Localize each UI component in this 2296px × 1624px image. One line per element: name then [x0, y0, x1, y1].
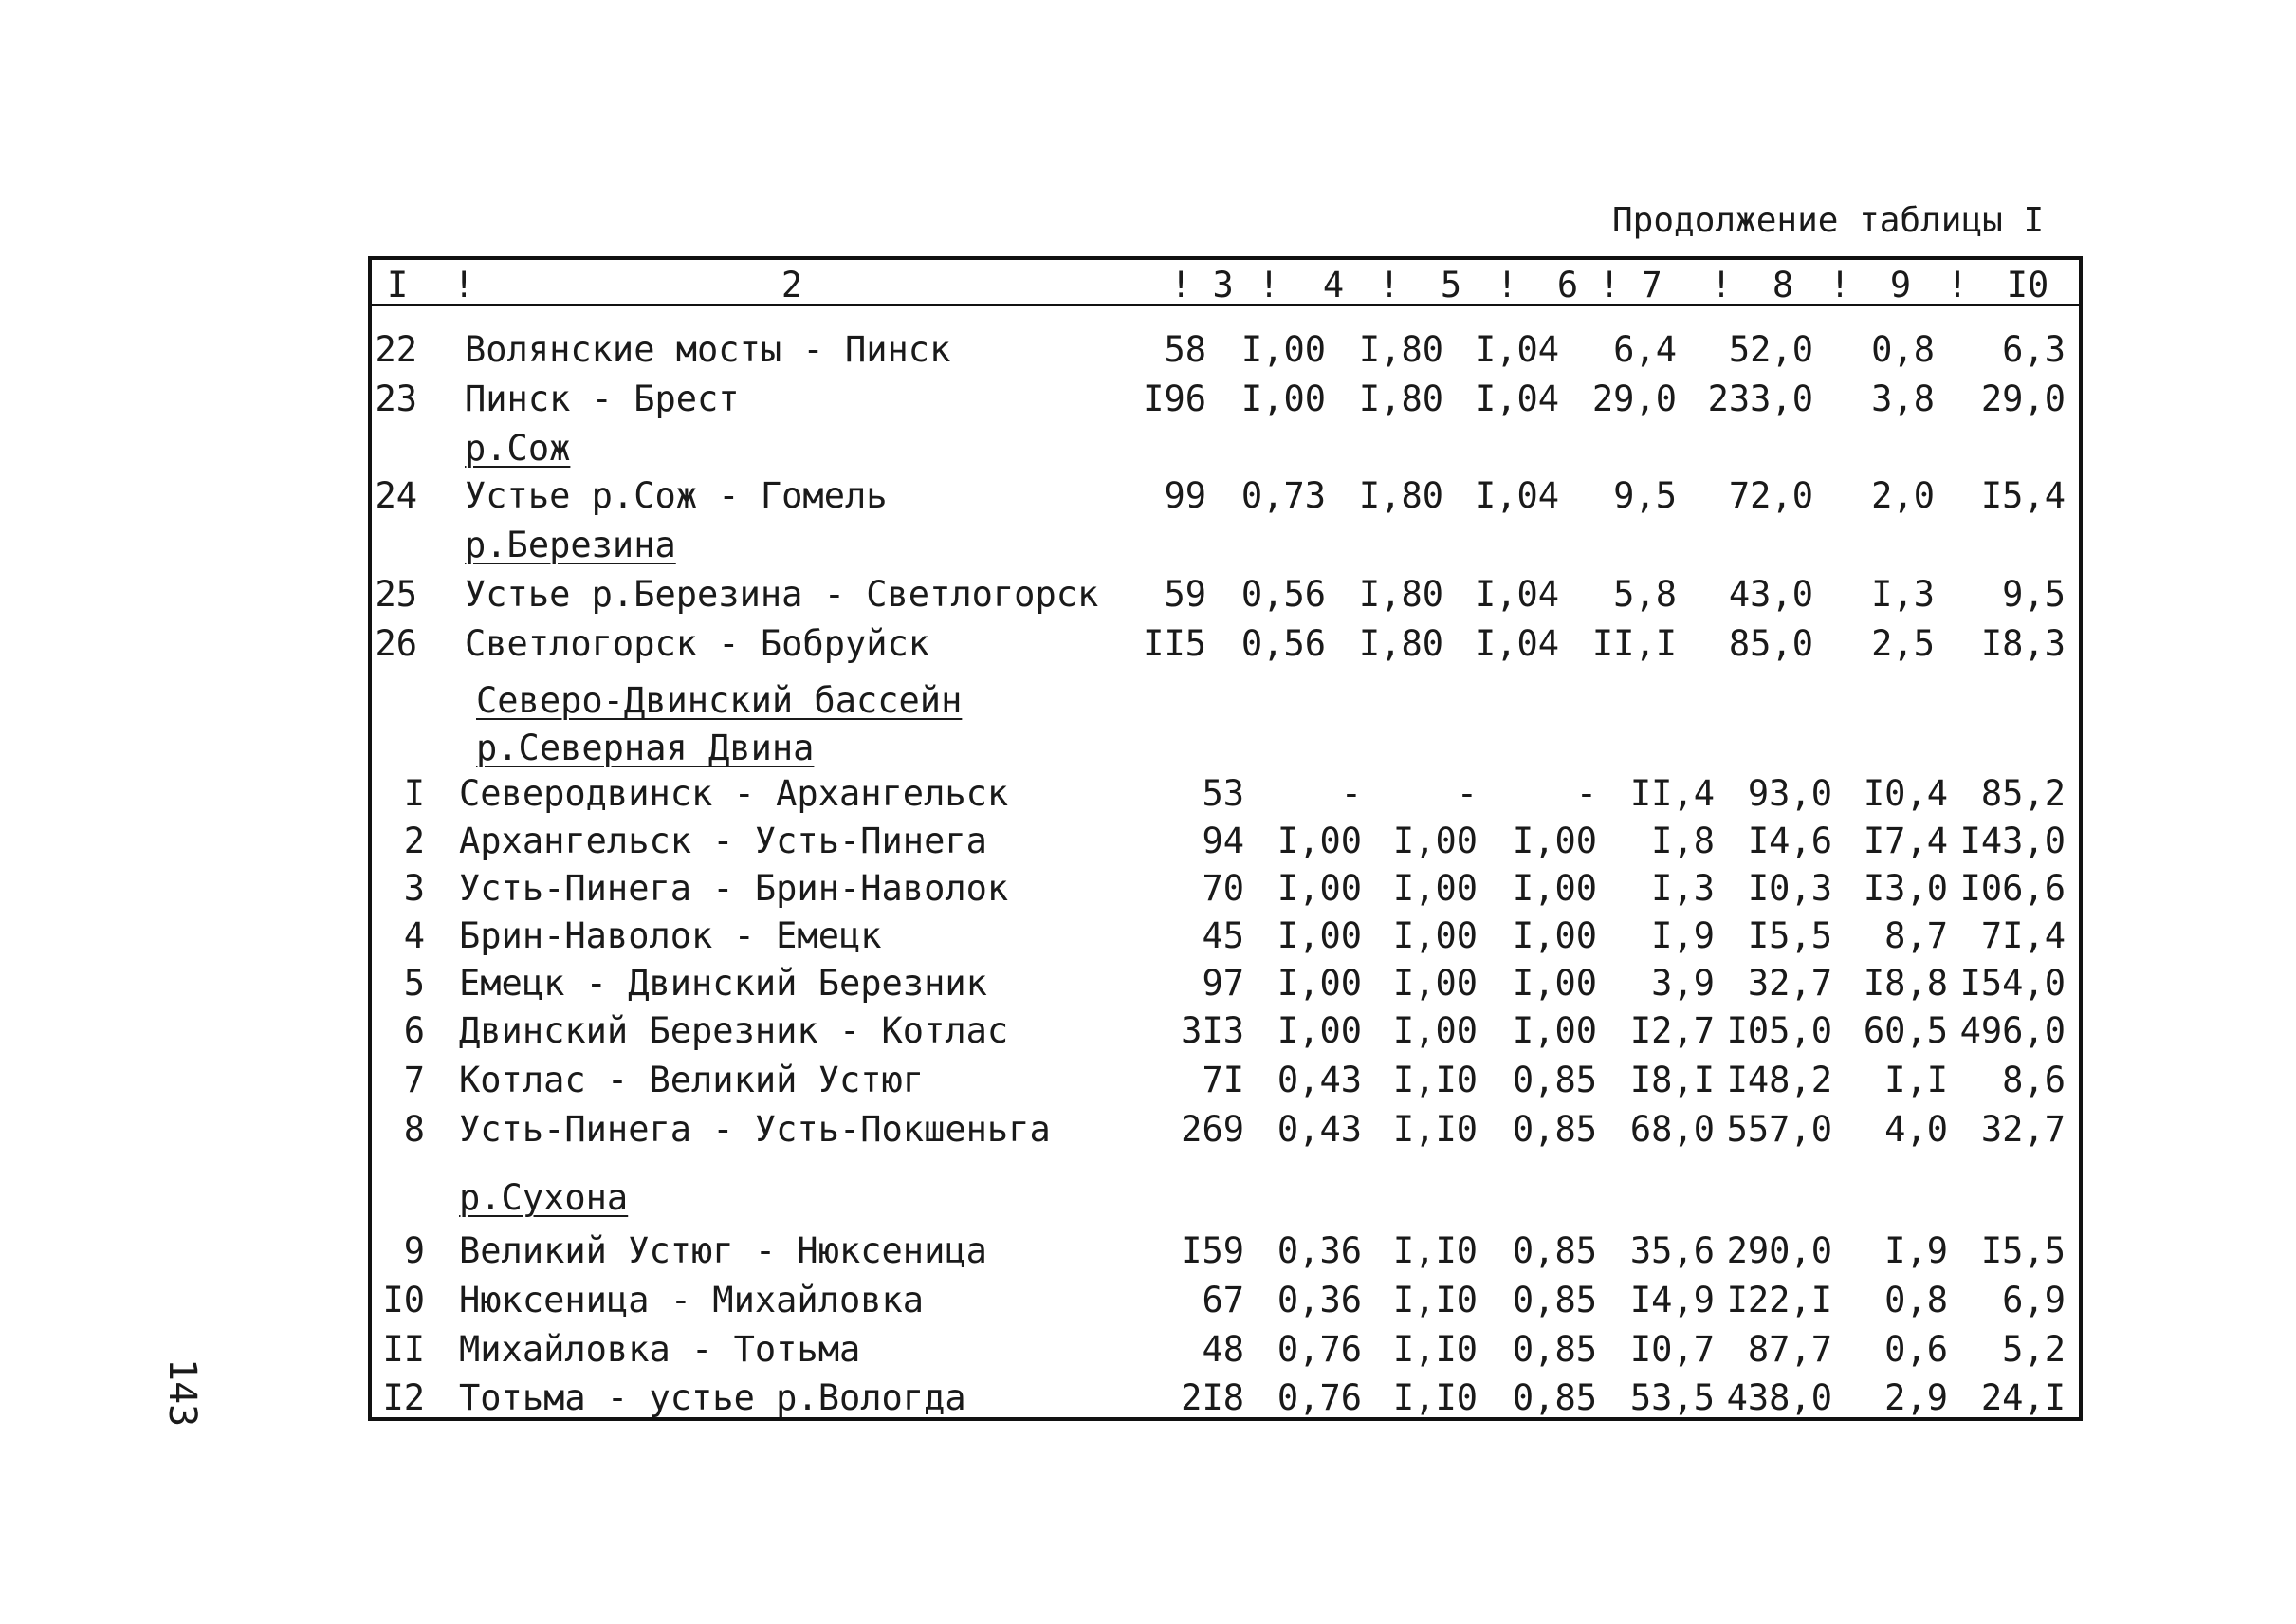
value-cell-8: I4,6: [1747, 821, 1832, 861]
value-cell-3: 58: [1164, 329, 1206, 370]
value-cell-5: I,I0: [1392, 1280, 1478, 1320]
value-cell-5: I,00: [1392, 868, 1478, 909]
value-cell-4: 0,76: [1277, 1377, 1362, 1418]
value-cell-4: I,00: [1240, 329, 1326, 370]
value-cell-8: 557,0: [1726, 1109, 1832, 1150]
value-cell-4: I,00: [1277, 821, 1362, 861]
value-cell-5: I,80: [1358, 475, 1443, 516]
value-cell-4: I,00: [1277, 915, 1362, 956]
value-cell-9: I3,0: [1863, 868, 1948, 909]
value-cell-4: -: [1340, 773, 1362, 814]
value-cell-3: 67: [1202, 1280, 1244, 1320]
value-cell-6: I,00: [1512, 1010, 1597, 1051]
value-cell-10: I5,5: [1980, 1230, 2066, 1271]
route-name: Устье р.Сож - Гомель: [465, 475, 888, 516]
value-cell-10: 6,9: [2002, 1280, 2066, 1320]
value-cell-7: I,8: [1651, 821, 1715, 861]
value-cell-8: 72,0: [1728, 475, 1813, 516]
row-number: 3: [403, 868, 425, 909]
value-cell-7: II,4: [1629, 773, 1715, 814]
header-cell: 4: [1322, 265, 1345, 305]
row-number: 4: [403, 915, 425, 956]
value-cell-8: 52,0: [1728, 329, 1813, 370]
value-cell-4: 0,43: [1277, 1109, 1362, 1150]
value-cell-9: 2,0: [1871, 475, 1935, 516]
value-cell-3: 269: [1181, 1109, 1244, 1150]
header-separator: !: [1496, 265, 1518, 305]
value-cell-7: II,I: [1591, 623, 1677, 664]
value-cell-7: 6,4: [1613, 329, 1677, 370]
value-cell-9: I,3: [1871, 574, 1935, 615]
value-cell-7: 68,0: [1629, 1109, 1715, 1150]
value-cell-10: 5,2: [2002, 1329, 2066, 1370]
value-cell-7: 35,6: [1629, 1230, 1715, 1271]
route-name: Котлас - Великий Устюг: [459, 1060, 925, 1100]
value-cell-10: 85,2: [1980, 773, 2066, 814]
row-number: 8: [403, 1109, 425, 1150]
row-number: 23: [375, 378, 417, 419]
value-cell-3: 45: [1202, 915, 1244, 956]
value-cell-4: I,00: [1277, 1010, 1362, 1051]
value-cell-4: I,00: [1277, 868, 1362, 909]
header-separator: !: [1710, 265, 1733, 305]
header-separator: !: [1258, 265, 1280, 305]
value-cell-4: 0,76: [1277, 1329, 1362, 1370]
value-cell-6: I,04: [1474, 475, 1559, 516]
value-cell-10: 29,0: [1980, 378, 2066, 419]
value-cell-3: 53: [1202, 773, 1244, 814]
value-cell-7: I4,9: [1629, 1280, 1715, 1320]
route-name: Великий Устюг - Нюксеница: [459, 1230, 987, 1271]
value-cell-6: I,04: [1474, 329, 1559, 370]
value-cell-7: 3,9: [1651, 963, 1715, 1004]
value-cell-6: 0,85: [1512, 1280, 1597, 1320]
value-cell-8: 93,0: [1747, 773, 1832, 814]
value-cell-9: 0,8: [1884, 1280, 1948, 1320]
value-cell-3: I96: [1143, 378, 1206, 419]
value-cell-10: 6,3: [2002, 329, 2066, 370]
row-number: I0: [382, 1280, 425, 1320]
value-cell-4: 0,36: [1277, 1280, 1362, 1320]
value-cell-10: 8,6: [2002, 1060, 2066, 1100]
route-name: Усть-Пинега - Брин-Наволок: [459, 868, 1009, 909]
header-cell: 5: [1440, 265, 1462, 305]
section-heading: р.Северная Двина: [476, 728, 815, 768]
value-cell-6: 0,85: [1512, 1060, 1597, 1100]
value-cell-6: I,00: [1512, 963, 1597, 1004]
value-cell-9: I8,8: [1863, 963, 1948, 1004]
value-cell-8: I48,2: [1726, 1060, 1832, 1100]
value-cell-10: 496,0: [1959, 1010, 2066, 1051]
value-cell-7: 9,5: [1613, 475, 1677, 516]
value-cell-6: I,00: [1512, 868, 1597, 909]
value-cell-3: 99: [1164, 475, 1206, 516]
value-cell-8: 438,0: [1726, 1377, 1832, 1418]
route-name: Двинский Березник - Котлас: [459, 1010, 1009, 1051]
value-cell-3: I59: [1181, 1230, 1244, 1271]
header-cell: 6: [1556, 265, 1579, 305]
value-cell-3: 97: [1202, 963, 1244, 1004]
value-cell-5: I,80: [1358, 329, 1443, 370]
value-cell-6: 0,85: [1512, 1329, 1597, 1370]
value-cell-6: 0,85: [1512, 1377, 1597, 1418]
value-cell-3: 59: [1164, 574, 1206, 615]
value-cell-5: I,00: [1392, 821, 1478, 861]
value-cell-9: 0,8: [1871, 329, 1935, 370]
route-name: Емецк - Двинский Березник: [459, 963, 987, 1004]
value-cell-3: 2I8: [1181, 1377, 1244, 1418]
value-cell-5: -: [1456, 773, 1478, 814]
value-cell-5: I,00: [1392, 1010, 1478, 1051]
value-cell-10: 32,7: [1980, 1109, 2066, 1150]
value-cell-8: I22,I: [1726, 1280, 1832, 1320]
row-number: 5: [403, 963, 425, 1004]
value-cell-3: 7I: [1202, 1060, 1244, 1100]
header-separator: !: [453, 265, 475, 305]
value-cell-6: 0,85: [1512, 1230, 1597, 1271]
value-cell-10: 9,5: [2002, 574, 2066, 615]
value-cell-6: I,04: [1474, 378, 1559, 419]
value-cell-7: 53,5: [1629, 1377, 1715, 1418]
value-cell-4: 0,36: [1277, 1230, 1362, 1271]
row-number: 6: [403, 1010, 425, 1051]
row-number: II: [382, 1329, 425, 1370]
value-cell-7: 5,8: [1613, 574, 1677, 615]
route-name: Пинск - Брест: [465, 378, 740, 419]
row-number: 25: [375, 574, 417, 615]
page-number: 143: [160, 1358, 204, 1428]
value-cell-8: 32,7: [1747, 963, 1832, 1004]
value-cell-5: I,I0: [1392, 1230, 1478, 1271]
route-name: Тотьма - устье р.Вологда: [459, 1377, 966, 1418]
value-cell-3: 3I3: [1181, 1010, 1244, 1051]
value-cell-8: 85,0: [1728, 623, 1813, 664]
route-name: Светлогорск - Бобруйск: [465, 623, 930, 664]
value-cell-6: I,00: [1512, 915, 1597, 956]
value-cell-3: II5: [1143, 623, 1206, 664]
value-cell-4: I,00: [1240, 378, 1326, 419]
row-number: 26: [375, 623, 417, 664]
row-number: 7: [403, 1060, 425, 1100]
route-name: Волянские мосты - Пинск: [465, 329, 951, 370]
value-cell-4: 0,56: [1240, 623, 1326, 664]
route-name: Усть-Пинега - Усть-Покшеньга: [459, 1109, 1051, 1150]
value-cell-8: 43,0: [1728, 574, 1813, 615]
value-cell-9: I0,4: [1863, 773, 1948, 814]
value-cell-9: 2,9: [1884, 1377, 1948, 1418]
value-cell-5: I,I0: [1392, 1329, 1478, 1370]
value-cell-7: I2,7: [1629, 1010, 1715, 1051]
header-cell: 2: [781, 265, 803, 305]
value-cell-5: I,I0: [1392, 1377, 1478, 1418]
value-cell-3: 94: [1202, 821, 1244, 861]
header-cell: 8: [1772, 265, 1794, 305]
value-cell-10: I54,0: [1959, 963, 2066, 1004]
row-number: 2: [403, 821, 425, 861]
value-cell-6: I,00: [1512, 821, 1597, 861]
header-cell: ! 7: [1599, 265, 1662, 305]
value-cell-6: I,04: [1474, 623, 1559, 664]
section-heading: р.Сухона: [459, 1177, 629, 1218]
table-caption: Продолжение таблицы I: [1612, 201, 2045, 240]
value-cell-6: I,04: [1474, 574, 1559, 615]
section-heading: р.Сож: [465, 428, 571, 469]
value-cell-9: 0,6: [1884, 1329, 1948, 1370]
value-cell-6: 0,85: [1512, 1109, 1597, 1150]
value-cell-8: 233,0: [1707, 378, 1813, 419]
value-cell-8: I05,0: [1726, 1010, 1832, 1051]
value-cell-9: 3,8: [1871, 378, 1935, 419]
value-cell-10: 24,I: [1980, 1377, 2066, 1418]
row-number: I: [403, 773, 425, 814]
value-cell-10: I43,0: [1959, 821, 2066, 861]
header-cell: 9: [1889, 265, 1912, 305]
value-cell-9: 2,5: [1871, 623, 1935, 664]
route-name: Нюксеница - Михайловка: [459, 1280, 925, 1320]
value-cell-4: 0,56: [1240, 574, 1326, 615]
header-cell: ! 3: [1170, 265, 1234, 305]
value-cell-5: I,I0: [1392, 1060, 1478, 1100]
value-cell-3: 70: [1202, 868, 1244, 909]
section-heading: Северо-Двинский бассейн: [476, 680, 963, 721]
value-cell-5: I,80: [1358, 623, 1443, 664]
value-cell-7: I0,7: [1629, 1329, 1715, 1370]
value-cell-10: I5,4: [1980, 475, 2066, 516]
value-cell-5: I,00: [1392, 915, 1478, 956]
route-name: Брин-Наволок - Емецк: [459, 915, 882, 956]
value-cell-7: 29,0: [1591, 378, 1677, 419]
value-cell-4: 0,73: [1240, 475, 1326, 516]
header-separator: !: [1828, 265, 1851, 305]
value-cell-10: I06,6: [1959, 868, 2066, 909]
value-cell-5: I,80: [1358, 574, 1443, 615]
value-cell-4: I,00: [1277, 963, 1362, 1004]
row-number: 22: [375, 329, 417, 370]
row-number: 24: [375, 475, 417, 516]
value-cell-9: 4,0: [1884, 1109, 1948, 1150]
value-cell-9: 60,5: [1863, 1010, 1948, 1051]
value-cell-9: 8,7: [1884, 915, 1948, 956]
value-cell-5: I,00: [1392, 963, 1478, 1004]
value-cell-9: I7,4: [1863, 821, 1948, 861]
value-cell-9: I,9: [1884, 1230, 1948, 1271]
value-cell-8: 290,0: [1726, 1230, 1832, 1271]
value-cell-8: I5,5: [1747, 915, 1832, 956]
row-number: 9: [403, 1230, 425, 1271]
header-cell: I0: [2006, 265, 2049, 305]
value-cell-7: I,3: [1651, 868, 1715, 909]
value-cell-5: I,I0: [1392, 1109, 1478, 1150]
value-cell-7: I,9: [1651, 915, 1715, 956]
value-cell-10: 7I,4: [1980, 915, 2066, 956]
header-cell: I: [387, 265, 409, 305]
value-cell-4: 0,43: [1277, 1060, 1362, 1100]
route-name: Архангельск - Усть-Пинега: [459, 821, 987, 861]
value-cell-3: 48: [1202, 1329, 1244, 1370]
route-name: Северодвинск - Архангельск: [459, 773, 1009, 814]
route-name: Устье р.Березина - Светлогорск: [465, 574, 1099, 615]
header-separator: !: [1378, 265, 1401, 305]
value-cell-8: I0,3: [1747, 868, 1832, 909]
value-cell-6: -: [1575, 773, 1597, 814]
value-cell-5: I,80: [1358, 378, 1443, 419]
header-separator: !: [1946, 265, 1969, 305]
row-number: I2: [382, 1377, 425, 1418]
value-cell-9: I,I: [1884, 1060, 1948, 1100]
value-cell-8: 87,7: [1747, 1329, 1832, 1370]
section-heading: р.Березина: [465, 525, 676, 565]
value-cell-10: I8,3: [1980, 623, 2066, 664]
value-cell-7: I8,I: [1629, 1060, 1715, 1100]
route-name: Михайловка - Тотьма: [459, 1329, 861, 1370]
